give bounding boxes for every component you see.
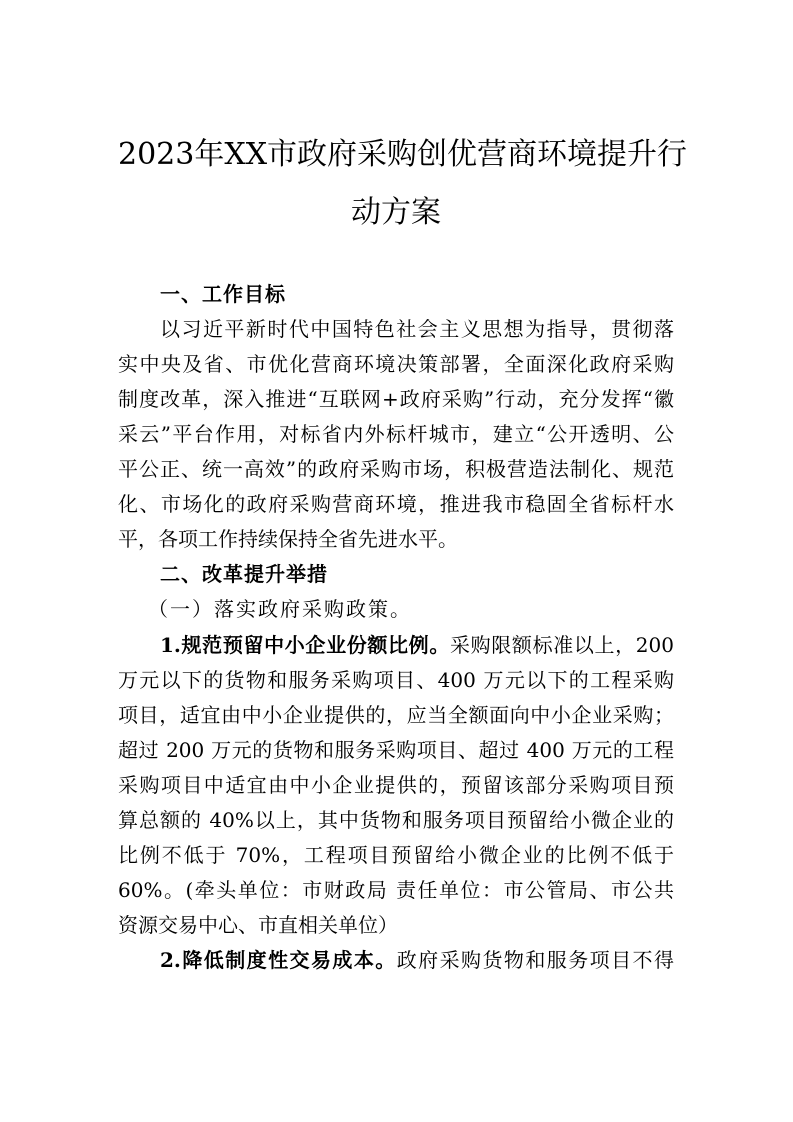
item-1-first-line (118, 634, 674, 656)
paragraph-line: 超过 200 万元的货物和服务采购项目、超过 400 万元的工程 (118, 738, 674, 762)
paragraph-line: 采购项目中适宜由中小企业提供的，预留该部分采购项目预 (118, 773, 674, 797)
section-heading-reform-measures: 二、改革提升举措 (160, 562, 328, 586)
item-1-title: 1.规范预留中小企业份额比例。 (160, 633, 450, 657)
paragraph-line: 比例不低于 70%，工程项目预留给小微企业的比例不低于 (118, 843, 674, 867)
item-1-text: 采购限额标准以上，200 (449, 633, 674, 657)
section-heading-work-goals: 一、工作目标 (160, 282, 286, 306)
paragraph-line: 万元以下的货物和服务采购项目、400 万元以下的工程采购 (118, 668, 674, 692)
paragraph-line: 平，各项工作持续保持全省先进水平。 (118, 527, 458, 551)
paragraph-line: 制度改革，深入推进“互联网+政府采购”行动，充分发挥“徽 (118, 387, 674, 411)
item-2-first-line (118, 949, 674, 971)
paragraph-line: 化、市场化的政府采购营商环境，推进我市稳固全省标杆水 (118, 492, 674, 516)
paragraph-line: 以习近平新时代中国特色社会主义思想为指导，贯彻落 (160, 317, 674, 341)
document-title-line-1: 2023年XX市政府采购创优营商环境提升行 (118, 137, 688, 172)
paragraph-line: 60%。(牵头单位：市财政局 责任单位：市公管局、市公共 (118, 878, 674, 902)
subsection-heading: （一）落实政府采购政策。 (148, 597, 412, 621)
item-2-title: 2.降低制度性交易成本。 (160, 948, 397, 972)
paragraph-line: 平公正、统一高效”的政府采购市场，积极营造法制化、规范 (118, 457, 674, 481)
paragraph-line: 项目，适宜由中小企业提供的，应当全额面向中小企业采购； (118, 703, 674, 727)
item-2-text: 政府采购货物和服务项目不得 (396, 948, 674, 972)
document-title-line-2: 动方案 (351, 195, 441, 230)
paragraph-line: 算总额的 40%以上，其中货物和服务项目预留给小微企业的 (118, 808, 674, 832)
paragraph-line: 实中央及省、市优化营商环境决策部署，全面深化政府采购 (118, 352, 674, 376)
paragraph-line: 采云”平台作用，对标省内外标杆城市，建立“公开透明、公 (118, 422, 674, 446)
paragraph-line: 资源交易中心、市直相关单位） (118, 913, 398, 937)
